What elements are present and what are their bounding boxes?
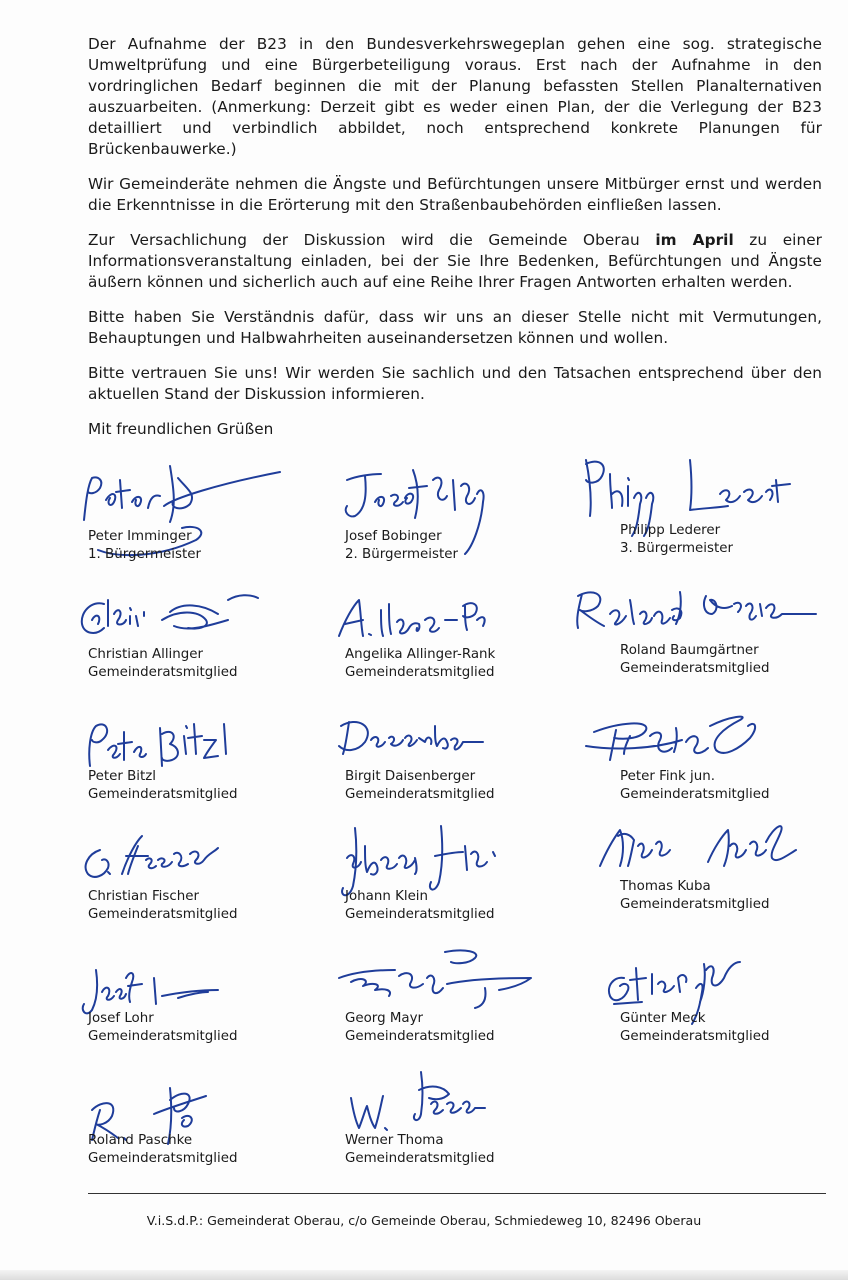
signatory-name: Christian Allinger	[88, 647, 204, 662]
signatory-name: Philipp Lederer	[620, 523, 721, 538]
signatory-name: Christian Fischer	[88, 889, 199, 904]
signatory-name: Roland Baumgärtner	[620, 643, 759, 658]
paragraph: Wir Gemeinderäte nehmen die Ängste und Befürchtungen unsere Mitbürger ernst und werden die Erkenntnisse in die Erörterung mit den Straßenbaubehörden einfließen lassen.	[88, 175, 822, 214]
signatory-name: Peter Imminger	[88, 529, 192, 544]
letter-body	[88, 34, 822, 440]
signatory-role: Gemeinderatsmitglied	[88, 907, 238, 922]
signatory-role: Gemeinderatsmitglied	[88, 1029, 238, 1044]
signatory-name: Roland Paschke	[88, 1133, 193, 1148]
signatory-role: Gemeinderatsmitglied	[88, 665, 238, 680]
signature-block	[620, 948, 848, 1058]
signature-block	[345, 948, 595, 1058]
signatory-name: Georg Mayr	[345, 1011, 424, 1026]
emphasis-date: im April	[655, 231, 734, 249]
signature-block	[620, 580, 848, 690]
signatory-name: Birgit Daisenberger	[345, 769, 476, 784]
signature-block	[88, 826, 338, 936]
signature-block	[620, 706, 848, 816]
signatory-role: Gemeinderatsmitglied	[345, 907, 495, 922]
signature-block	[345, 450, 595, 560]
signatory-role: Gemeinderatsmitglied	[620, 787, 770, 802]
footer-divider	[88, 1193, 826, 1194]
signatory-role: 2. Bürgermeister	[345, 547, 458, 562]
signatory-role: 3. Bürgermeister	[620, 541, 733, 556]
signatory-role: Gemeinderatsmitglied	[620, 1029, 770, 1044]
signature-block	[88, 948, 338, 1058]
signatory-name: Thomas Kuba	[620, 879, 711, 894]
paragraph	[88, 230, 822, 293]
signatory-name: Werner Thoma	[345, 1133, 444, 1148]
signatory-role: Gemeinderatsmitglied	[88, 1151, 238, 1166]
signature-block	[345, 826, 595, 936]
signatory-role: Gemeinderatsmitglied	[345, 665, 495, 680]
signatory-role: 1. Bürgermeister	[88, 547, 201, 562]
signature-block	[88, 706, 338, 816]
signatory-name: Josef Lohr	[88, 1011, 154, 1026]
paragraph: Bitte haben Sie Verständnis dafür, dass wir uns an dieser Stelle nicht mit Vermutungen, Behauptungen und Halbwahrheiten auseinandersetzen können und wollen.	[88, 308, 822, 347]
signatory-role: Gemeinderatsmitglied	[345, 1029, 495, 1044]
paragraph-text: Zur Versachlichung der Diskussion wird die Gemeinde Oberau	[88, 231, 656, 249]
paragraph: Der Aufnahme der B23 in den Bundesverkehrswegeplan gehen eine sog. strategische Umweltprüfung und eine Bürgerbeteiligung voraus. Erst nach der Aufnahme in den vordringlichen Bedarf beginnen die mit der Planung befassten Stellen Planalternativen auszuarbeiten. (Anmerkung: Derzeit gibt es weder einen Plan, der die Verlegung der B23 detailliert und verbindlich abbildet, noch entsprechend konkrete Planungen für Brückenbauwerke.)	[88, 35, 822, 158]
signature-block	[345, 706, 595, 816]
paragraph-text: zu einer Informationsveranstaltung einladen, bei der Sie Ihre Bedenken, Befürchtungen und Ängste äußern können und sicherlich auch auf eine Reihe Ihrer Fragen Antworten erhalten werden.	[88, 231, 822, 291]
scan-edge	[0, 1270, 848, 1280]
signature-block	[620, 816, 848, 926]
signatory-name: Johann Klein	[345, 889, 429, 904]
signatory-name: Peter Bitzl	[88, 769, 156, 784]
footer-imprint: V.i.S.d.P.: Gemeinderat Oberau, c/o Gemeinde Oberau, Schmiedeweg 10, 82496 Oberau	[146, 1213, 702, 1228]
signatory-name: Angelika Allinger-Rank	[345, 647, 496, 662]
signatory-role: Gemeinderatsmitglied	[345, 787, 495, 802]
signatory-name: Günter Meck	[620, 1011, 706, 1026]
closing-salutation: Mit freundlichen Grüßen	[88, 420, 274, 438]
signature-block	[620, 450, 848, 560]
signatory-role: Gemeinderatsmitglied	[620, 661, 770, 676]
signature-block	[88, 1070, 338, 1180]
signature-block	[88, 580, 338, 690]
signature-block	[345, 580, 595, 690]
signature-block	[88, 450, 338, 560]
signatory-role: Gemeinderatsmitglied	[88, 787, 238, 802]
signature-block	[345, 1070, 595, 1180]
signatory-role: Gemeinderatsmitglied	[620, 897, 770, 912]
signatory-role: Gemeinderatsmitglied	[345, 1151, 495, 1166]
signatory-name: Josef Bobinger	[345, 529, 442, 544]
signatory-name: Peter Fink jun.	[620, 769, 715, 784]
paragraph: Bitte vertrauen Sie uns! Wir werden Sie sachlich und den Tatsachen entsprechend über den aktuellen Stand der Diskussion informieren.	[88, 364, 822, 403]
